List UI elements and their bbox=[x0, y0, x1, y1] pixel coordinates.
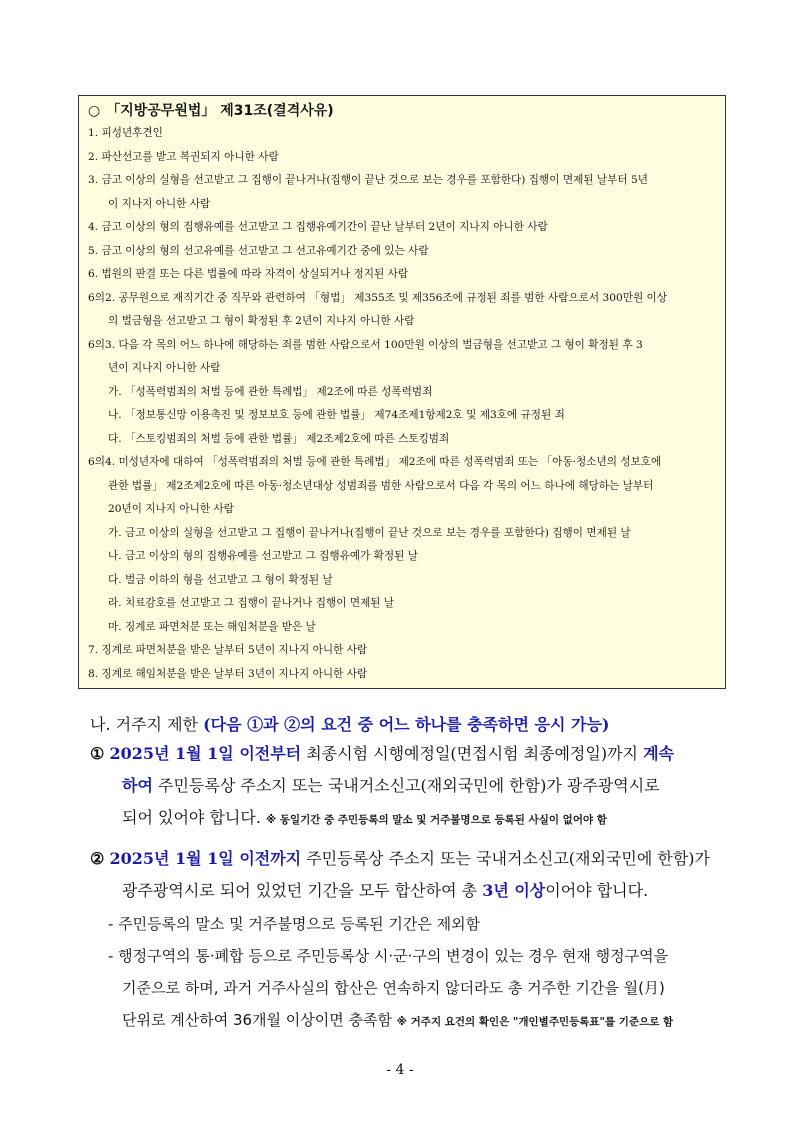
law-line: 나. 금고 이상의 형의 집행유예를 선고받고 그 집행유예가 확정된 날 bbox=[108, 550, 418, 562]
law-line: 라. 치료감호를 선고받고 그 집행이 끝나거나 집행이 면제된 날 bbox=[108, 597, 395, 609]
law-line: 관한 법률」 제2조제2호에 따른 아동·청소년대상 성범죄를 범한 사람으로서 다음 각 목의 어느 하나에 해당하는 날부터 bbox=[108, 479, 654, 492]
requirement-2-number: ② bbox=[90, 849, 105, 868]
page-number: - 4 - bbox=[386, 1062, 414, 1078]
requirement-1-line-1: ① 2025년 1월 1일 이전부터 최종시험 시행예정일(면접시험 최종예정일)까지 계속 bbox=[90, 744, 675, 763]
law-line: 6의3. 다음 각 목의 어느 하나에 해당하는 죄를 범한 사람으로서 100만원 이상의 벌금형을 선고받고 그 형이 확정된 후 3 bbox=[88, 338, 643, 351]
law-line: 5. 금고 이상의 형의 선고유예를 선고받고 그 선고유예기간 중에 있는 사람 bbox=[88, 244, 429, 257]
law-line: 20년이 지나지 아니한 사람 bbox=[108, 503, 234, 515]
law-line: 8. 징계로 해임처분을 받은 날부터 3년이 지나지 아니한 사람 bbox=[88, 667, 368, 680]
requirement-2-line-2: 광주광역시로 되어 있었던 기간을 모두 합산하여 총 3년 이상이어야 합니다. bbox=[122, 881, 649, 900]
requirement-1-note: ※ 동일기간 중 주민등록의 말소 및 거주불명으로 등록된 사실이 없어야 함 bbox=[266, 814, 607, 826]
law-line: 다. 「스토킹범죄의 처벌 등에 관한 법률」 제2조제2호에 따른 스토킹범죄 bbox=[108, 432, 450, 445]
law-line: 나. 「정보통신망 이용촉진 및 정보보호 등에 관한 법률」 제74조제1항제2호 및 제3호에 규정된 죄 bbox=[108, 409, 565, 421]
requirement-2-date: 2025년 1월 1일 이전까지 bbox=[109, 849, 302, 868]
dash-item-2-line-2: 기준으로 하며, 과거 거주사실의 합산은 연속하지 않더라도 총 거주한 기간을 월(月) bbox=[122, 979, 665, 997]
law-line: 마. 징계로 파면처분 또는 해임처분을 받은 날 bbox=[108, 620, 316, 633]
law-line: 이 지나지 아니한 사람 bbox=[108, 197, 211, 210]
requirement-1-number: ① bbox=[90, 744, 105, 763]
dash-item-2-note: ※ 거주지 요건의 확인은 "개인별주민등록표"를 기준으로 함 bbox=[396, 1016, 674, 1028]
law-line: 가. 「성폭력범죄의 처벌 등에 관한 특례법」 제2조에 따른 성폭력범죄 bbox=[108, 385, 433, 398]
law-line: 년이 지나지 아니한 사람 bbox=[108, 362, 221, 374]
law-line: 다. 벌금 이하의 형을 선고받고 그 형이 확정된 날 bbox=[108, 573, 333, 586]
law-excerpt-box bbox=[78, 95, 726, 689]
law-excerpt-title: ○ 「지방공무원법」 제31조(결격사유) bbox=[88, 103, 334, 119]
residence-heading: 나. 거주지 제한 (다음 ①과 ②의 요건 중 어느 하나를 충족하면 응시 가능) bbox=[90, 715, 610, 734]
law-line: 6의4. 미성년자에 대하여 「성폭력범죄의 처벌 등에 관한 특례법」 제2조에 따른 성폭력범죄 또는 「아동·청소년의 성보호에 bbox=[88, 456, 662, 468]
law-line: 6의2. 공무원으로 재직기간 중 직무와 관련하여 「형법」 제355조 및 제356조에 규정된 죄를 범한 사람으로서 300만원 이상 bbox=[88, 291, 668, 304]
law-line: 의 벌금형을 선고받고 그 형이 확정된 후 2년이 지나지 아니한 사람 bbox=[108, 315, 415, 327]
law-line: 2. 파산선고를 받고 복권되지 아니한 사람 bbox=[88, 150, 279, 163]
residence-heading-note: (다음 ①과 ②의 요건 중 어느 하나를 충족하면 응시 가능) bbox=[203, 715, 610, 734]
law-line: 7. 징계로 파면처분을 받은 날부터 5년이 지나지 아니한 사람 bbox=[88, 644, 368, 656]
circle-bullet-icon: ○ bbox=[88, 103, 101, 119]
requirement-1-line-3: 되어 있어야 합니다. ※ 동일기간 중 주민등록의 말소 및 거주불명으로 등록된 사실이 없어야 함 bbox=[122, 808, 607, 827]
law-line: 4. 금고 이상의 형의 집행유예를 선고받고 그 집행유예기간이 끝난 날부터 2년이 지나지 아니한 사람 bbox=[88, 221, 548, 233]
dash-item-1: - 주민등록의 말소 및 거주불명으로 등록된 기간은 제외함 bbox=[108, 915, 481, 933]
requirement-1-line-2: 하여 주민등록상 주소지 또는 국내거소신고(재외국민에 한함)가 광주광역시로 bbox=[122, 776, 660, 795]
law-line: 3. 금고 이상의 실형을 선고받고 그 집행이 끝나거나(집행이 끝난 것으로 보는 경우를 포함한다) 집행이 면제된 날부터 5년 bbox=[88, 174, 648, 186]
dash-item-2-line-3: 단위로 계산하여 36개월 이상이면 충족함 ※ 거주지 요건의 확인은 "개인별주민등록표"를 기준으로 함 bbox=[122, 1011, 674, 1029]
law-line: 가. 금고 이상의 실형을 선고받고 그 집행이 끝나거나(집행이 끝난 것으로 보는 경우를 포함한다) 집행이 면제된 날 bbox=[108, 526, 631, 539]
requirement-1-date: 2025년 1월 1일 이전부터 bbox=[109, 744, 302, 763]
law-line: 6. 법원의 판결 또는 다른 법률에 따라 자격이 상실되거나 정지된 사람 bbox=[88, 268, 409, 280]
dash-item-2-line-1: - 행정구역의 통·폐합 등으로 주민등록상 시·군·구의 변경이 있는 경우 현재 행정구역을 bbox=[108, 947, 669, 965]
requirement-2-line-1: ② 2025년 1월 1일 이전까지 주민등록상 주소지 또는 국내거소신고(재외국민에 한함)가 bbox=[90, 849, 710, 868]
law-line: 1. 피성년후견인 bbox=[88, 127, 163, 139]
